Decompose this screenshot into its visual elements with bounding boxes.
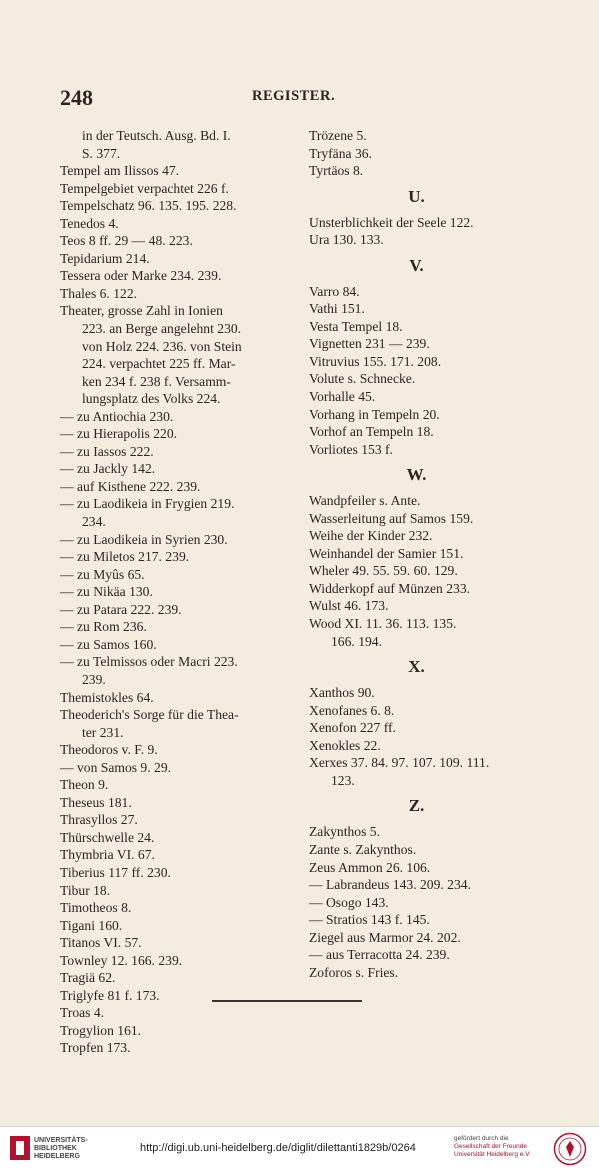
index-entry: Tryfäna 36.	[309, 145, 372, 161]
index-entry: Troas 4.	[60, 1005, 105, 1021]
index-entry: Zeus Ammon 26. 106.	[309, 859, 431, 875]
page-number: 248	[60, 85, 93, 110]
index-entry: Widderkopf auf Münzen 233.	[309, 580, 471, 596]
index-entry: Theoderich's Sorge für die Thea-	[60, 707, 239, 723]
index-entry: Timotheos 8.	[60, 900, 132, 916]
index-entry: Trogylion 161.	[60, 1022, 142, 1038]
viewer-footer	[0, 1126, 599, 1171]
index-entry: Vignetten 231 — 239.	[309, 336, 430, 352]
index-entry: — Osogo 143.	[309, 894, 389, 910]
index-entry: Weihe der Kinder 232.	[309, 528, 433, 544]
index-entry: — zu Telmissos oder Macri 223.	[60, 654, 238, 670]
library-name[interactable]	[34, 1137, 88, 1161]
library-name-line: BIBLIOTHEK	[34, 1145, 77, 1152]
index-entry: Ziegel aus Marmor 24. 202.	[309, 929, 461, 945]
index-entry: Triglyfe 81 f. 173.	[60, 987, 160, 1003]
index-entry: Wasserleitung auf Samos 159.	[309, 510, 474, 526]
index-entry: ter 231.	[82, 724, 124, 740]
index-entry: Xenofon 227 ff.	[309, 720, 396, 736]
section-letter: X.	[408, 657, 425, 677]
index-entry: Wheler 49. 55. 59. 60. 129.	[309, 563, 458, 579]
index-column-left	[60, 127, 300, 1057]
library-logo-icon[interactable]	[10, 1136, 30, 1160]
index-entry: Tibur 18.	[60, 882, 111, 898]
section-letter: V.	[409, 255, 424, 275]
end-rule	[212, 1000, 362, 1002]
index-entry: — zu Laodikeia in Syrien 230.	[60, 531, 228, 547]
index-entry: Wandpfeiler s. Ante.	[309, 493, 421, 509]
index-entry: — zu Jackly 142.	[60, 461, 156, 477]
index-entry: Xanthos 90.	[309, 685, 375, 701]
index-entry: Varro 84.	[309, 283, 360, 299]
index-entry: 234.	[82, 514, 106, 530]
index-entry: Wood XI. 11. 36. 113. 135.	[309, 616, 457, 632]
index-entry: — zu Iassos 222.	[60, 443, 154, 459]
index-entry: Tempelschatz 96. 135. 195. 228.	[60, 198, 237, 214]
sponsor-credit[interactable]	[454, 1135, 544, 1159]
index-entry: — zu Miletos 217. 239.	[60, 549, 190, 565]
index-entry: von Holz 224. 236. von Stein	[82, 338, 242, 354]
index-entry: — zu Nikäa 130.	[60, 584, 153, 600]
index-entry: Thymbria VI. 67.	[60, 847, 155, 863]
index-entry: Tropfen 173.	[60, 1040, 131, 1056]
university-seal-icon[interactable]	[553, 1132, 587, 1166]
index-entry: ken 234 f. 238 f. Versamm-	[82, 373, 231, 389]
index-entry: — zu Laodikeia in Frygien 219.	[60, 496, 235, 512]
index-entry: 239.	[82, 671, 106, 687]
index-entry: Vitruvius 155. 171. 208.	[309, 353, 442, 369]
index-entry: Xenofanes 6. 8.	[309, 702, 395, 718]
index-entry: Thrasyllos 27.	[60, 812, 138, 828]
index-entry: Tessera oder Marke 234. 239.	[60, 268, 222, 284]
index-entry: — Labrandeus 143. 209. 234.	[309, 877, 471, 893]
index-entry: — zu Rom 236.	[60, 619, 147, 635]
index-entry: — auf Kisthene 222. 239.	[60, 478, 201, 494]
section-letter: W.	[406, 465, 427, 485]
index-entry: Weinhandel der Samier 151.	[309, 545, 464, 561]
index-entry: Vathi 151.	[309, 301, 365, 317]
index-entry: Townley 12. 166. 239.	[60, 952, 183, 968]
library-name-line: HEIDELBERG	[34, 1153, 80, 1160]
index-entry: Thürschwelle 24.	[60, 829, 155, 845]
sponsor-line: gefördert durch die	[454, 1135, 509, 1142]
index-entry: Zoforos s. Fries.	[309, 964, 399, 980]
index-entry: Themistokles 64.	[60, 689, 154, 705]
index-entry: Wulst 46. 173.	[309, 598, 389, 614]
index-entry: Tempelgebiet verpachtet 226 f.	[60, 180, 229, 196]
sponsor-line: Gesellschaft der Freunde	[454, 1143, 527, 1150]
index-entry: Thales 6. 122.	[60, 285, 138, 301]
index-entry: Vesta Tempel 18.	[309, 318, 403, 334]
permalink-url[interactable]: http://digi.ub.uni-heidelberg.de/diglit/dilettanti1829b/0264	[140, 1142, 416, 1154]
index-entry: — von Samos 9. 29.	[60, 759, 172, 775]
index-column-right	[309, 127, 544, 981]
index-entry: Titanos VI. 57.	[60, 935, 142, 951]
index-entry: Tyrtäos 8.	[309, 163, 364, 179]
index-entry: Volute s. Schnecke.	[309, 371, 416, 387]
index-entry: — zu Myûs 65.	[60, 566, 145, 582]
section-letter: Z.	[408, 796, 425, 816]
index-entry: Theodoros v. F. 9.	[60, 742, 158, 758]
index-entry: Teos 8 ff. 29 — 48. 223.	[60, 233, 193, 249]
index-entry: Xenokles 22.	[309, 737, 381, 753]
index-entry: Vorhalle 45.	[309, 389, 376, 405]
index-entry: Tragiä 62.	[60, 970, 116, 986]
index-entry: Vorhof an Tempeln 18.	[309, 424, 434, 440]
index-entry: in der Teutsch. Ausg. Bd. I.	[82, 128, 231, 143]
index-entry: — zu Patara 222. 239.	[60, 601, 182, 617]
index-entry: lungsplatz des Volks 224.	[82, 391, 221, 407]
index-entry: 166. 194.	[331, 633, 382, 649]
index-entry: Tempel am Ilissos 47.	[60, 163, 180, 179]
index-entry: Tigani 160.	[60, 917, 123, 933]
section-letter: U.	[408, 186, 425, 206]
index-entry: Zakynthos 5.	[309, 824, 380, 840]
index-entry: S. 377.	[82, 145, 121, 161]
index-entry: Ura 130. 133.	[309, 232, 384, 248]
index-entry: Tepidarium 214.	[60, 250, 150, 266]
index-entry: Theater, grosse Zahl in Ionien	[60, 303, 223, 319]
running-head: REGISTER.	[252, 88, 336, 104]
index-entry: Unsterblichkeit der Seele 122.	[309, 214, 474, 230]
index-entry: Tenedos 4.	[60, 215, 119, 231]
index-entry: 224. verpachtet 225 ff. Mar-	[82, 356, 236, 372]
index-entry: Theseus 181.	[60, 794, 132, 810]
index-entry: — zu Antiochia 230.	[60, 408, 174, 424]
index-entry: Trözene 5.	[309, 128, 367, 143]
index-entry: — Stratios 143 f. 145.	[309, 912, 430, 928]
index-entry: — aus Terracotta 24. 239.	[309, 947, 450, 963]
index-entry: Theon 9.	[60, 777, 109, 793]
index-entry: — zu Samos 160.	[60, 636, 157, 652]
index-entry: 223. an Berge angelehnt 230.	[82, 321, 242, 337]
index-entry: Vorhang in Tempeln 20.	[309, 406, 440, 422]
index-entry: Vorliotes 153 f.	[309, 441, 393, 457]
index-entry: Zante s. Zakynthos.	[309, 841, 417, 857]
index-entry: — zu Hierapolis 220.	[60, 426, 178, 442]
sponsor-line: Universität Heidelberg e.V.	[454, 1151, 531, 1158]
index-entry: 123.	[331, 772, 355, 788]
index-entry: Xerxes 37. 84. 97. 107. 109. 111.	[309, 755, 490, 771]
index-entry: Tiberius 117 ff. 230.	[60, 864, 171, 880]
library-name-line: UNIVERSITÄTS-	[34, 1137, 88, 1144]
